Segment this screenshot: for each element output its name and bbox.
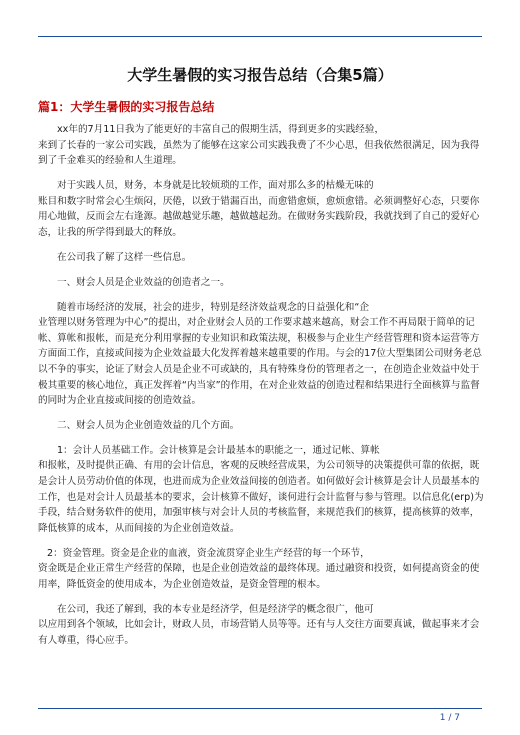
paragraph-market: 随着市场经济的发展，社会的进步，特别是经济效益观念的日益强化和“企 业管理以财务管理为中心”的提出，对企业财会人员的工作要求越来越高，财会工作不再局限于简单的记帐、算帐和报帐，而是充分利用掌握的专业知识和政策法规，积极参与企业生产经营管理和资本运营等方方面面工作，直接或间接为企业效益最大化发挥着越来越重要的作用。与会的17位大型集团公司财务老总以不争的事实，论证了财会人员是企业不可或缺的，具有特殊身份的管理者之一，在创造企业效益中处于极其重要的核心地位，真正发挥着“内当家”的作用，在对企业效益的创造过程和结果进行全面核算与监督的同时为企业直接或间接的创造效益。 bbox=[38, 301, 482, 407]
paragraph-point-two: 二、财会人员为企业创造效益的几个方面。 bbox=[57, 419, 240, 431]
document-body bbox=[38, 122, 484, 658]
paragraph-accounting: 1：会计人员基础工作。会计核算是会计最基本的职能之一，通过记帐、算帐 和报帐，及时提供正确、有用的会计信息，客观的反映经营成果，为公司领导的决策提供可靠的依据，既是会计人员劳动价值的体现，也进而成为企业效益间接的创造者。如何做好会计核算是会计人员最基本的工作，也是对会计人员最基本的要求，会计核算不做好，谈何进行会计监督与参与管理。以信息化(erp)为手段，结合财务软件的使用，加强审核与对会计人员的考核监督，来规范我们的核算，提高核算的效率，降低核算的成本，从而间接的为企业创造效益。 bbox=[38, 444, 484, 534]
header-rule bbox=[38, 36, 482, 37]
paragraph-info: 在公司我了解了这样一些信息。 bbox=[57, 251, 192, 263]
paragraph-point-one: 一、财会人员是企业效益的创造者之一。 bbox=[57, 276, 230, 288]
paragraph-intro: xx年的7月11日我为了能更好的丰富自己的假期生活，得到更多的实践经验， 来到了长春的一家公司实践，虽然为了能够在这家公司实践我费了不少心思，但我依然很满足，因为我得到了千金难买的经验和人生道理。 bbox=[38, 124, 480, 167]
paragraph-attitude: 对于实践人员，财务，本身就是比较烦琐的工作，面对那么多的枯燥无味的 账目和数字时常会心生烦闷，厌倦，以致于错漏百出，而愈错愈烦，愈烦愈错。必须调整好心态，只要你用心地做，反而会左右逢源。越做越觉乐趣，越做越起劲。在做财务实践阶段，我就找到了自己的爱好心态，让我的所学得到最大的释放。 bbox=[38, 180, 480, 238]
paragraph-funds: 2：资金管理。资金是企业的血液，资金流贯穿企业生产经营的每一个环节， 资金既是企业正常生产经营的保障，也是企业创造效益的最终体现。通过融资和投资，如何提高资金的使用率，降低资金的使用成本，为企业创造效益，是资金管理的根本。 bbox=[38, 547, 480, 590]
page-number: 1 / 7 bbox=[439, 713, 460, 723]
section-heading: 篇1：大学生暑假的实习报告总结 bbox=[38, 100, 215, 114]
paragraph-conclusion: 在公司，我还了解到，我的本专业是经济学，但是经济学的概念很广，他可 以应用到各个领域，比如会计，财政人员，市场营销人员等等。还有与人交往方面要真诚，做起事来才会有人尊重，得心应手。 bbox=[38, 603, 480, 646]
document-title: 大学生暑假的实习报告总结（合集5篇） bbox=[127, 66, 393, 84]
footer-rule bbox=[38, 708, 482, 709]
